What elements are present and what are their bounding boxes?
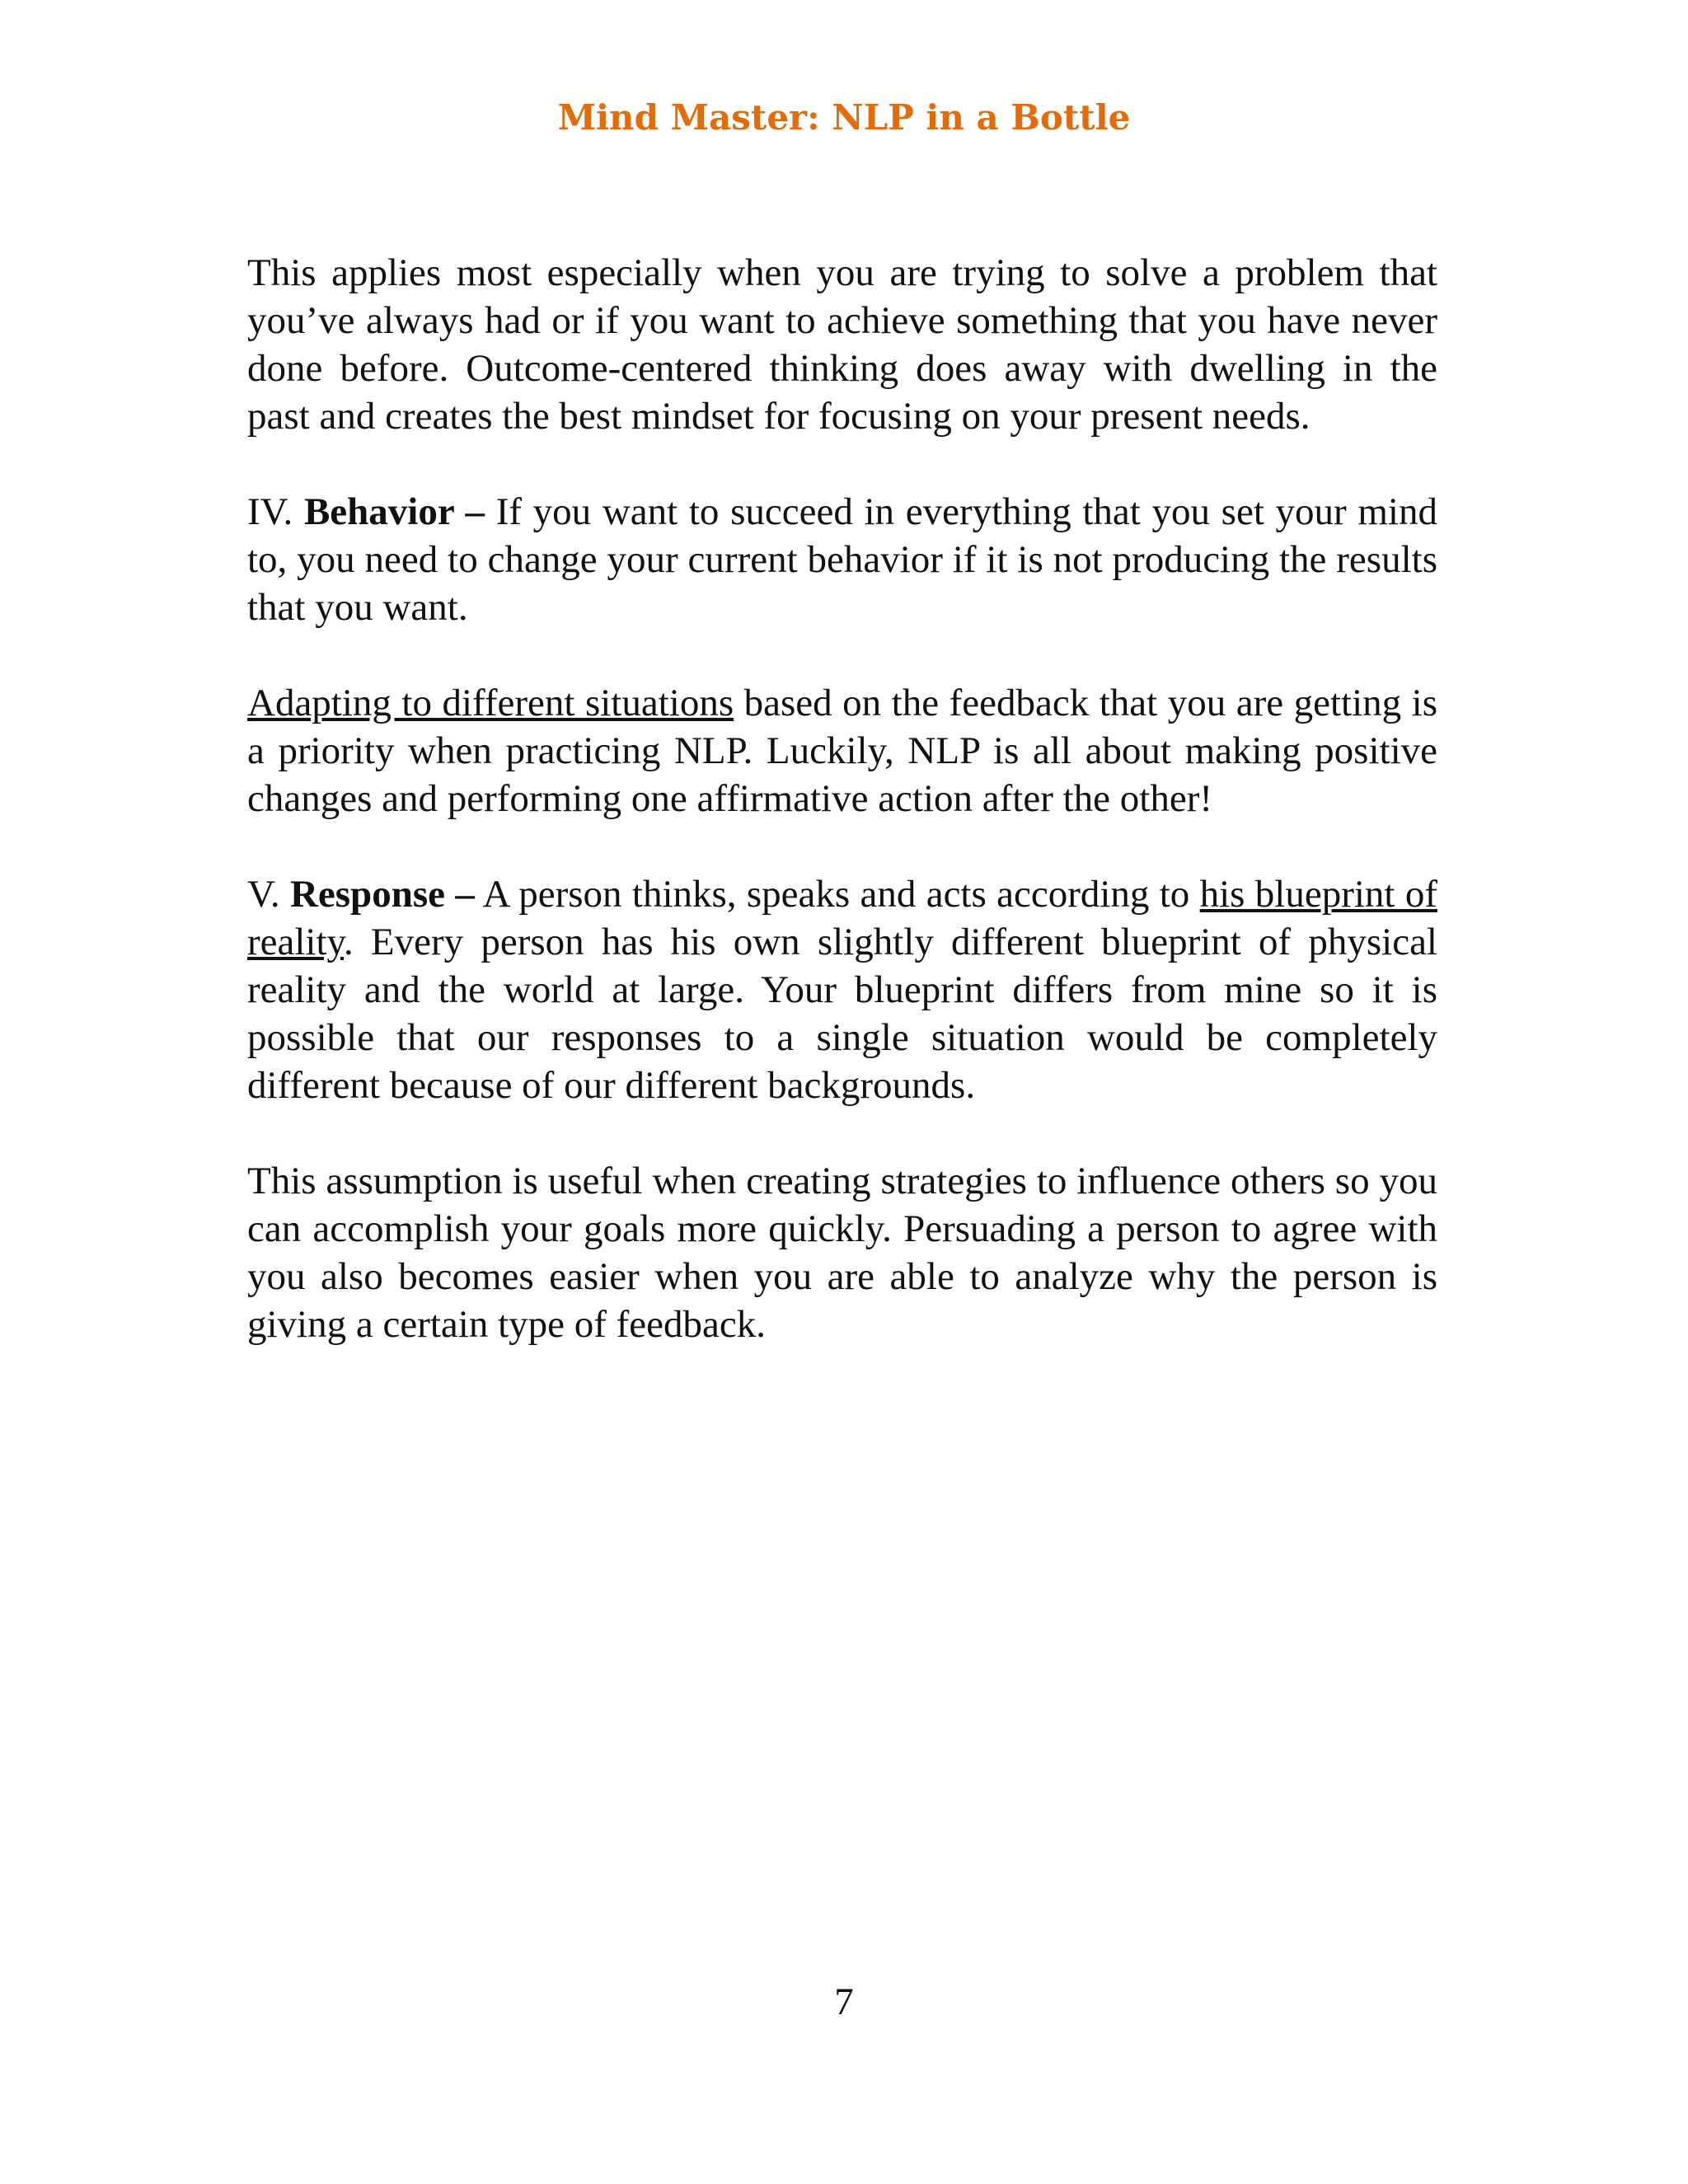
paragraph-assumption: This assumption is useful when creating strategies to influence others so you can accomplish your goals more quickly. Persuading a person to agree with you also becomes easier when you are able to analyze why the person is giving a certain type of feedback. [247, 1160, 1437, 1346]
behavior-text: If you want to succeed in everything that you set your mind to, you need to change your current behavior if it is not producing the results that you want. [247, 490, 1437, 629]
adapting-underlined: Adapting to different situations [247, 682, 734, 724]
body-text [247, 249, 1437, 1396]
adapting-text: based on the feedback that you are getting is a priority when practicing NLP. Luckily, NLP is all about making positive changes and performing one affirmative action after the other! [247, 682, 1437, 820]
page-number: 7 [834, 1980, 854, 2023]
behavior-term: Behavior – [303, 490, 485, 533]
running-header-title: Mind Master: NLP in a Bottle [557, 97, 1131, 138]
paragraph-outcome: This applies most especially when you are trying to solve a problem that you’ve always had or if you want to achieve something that you have never done before. Outcome-centered thinking does away with dwelling in the past and creates the best mindset for focusing on your present needs. [247, 251, 1437, 438]
response-text-after: . Every person has his own slightly different blueprint of physical reality and the world at large. Your blueprint differs from mine so it is possible that our responses to a single situation would be completely different because of our different backgrounds. [247, 921, 1437, 1107]
paragraph-adapting [247, 679, 1437, 823]
behavior-numeral: IV. [247, 490, 304, 533]
paragraph-response [247, 870, 1437, 1109]
response-underlined: his blueprint of reality [247, 873, 1437, 963]
response-numeral: V. [247, 873, 290, 916]
response-text-before: A person thinks, speaks and acts according to [474, 873, 1200, 916]
paragraph-behavior [247, 488, 1437, 631]
response-term: Response – [289, 873, 475, 916]
